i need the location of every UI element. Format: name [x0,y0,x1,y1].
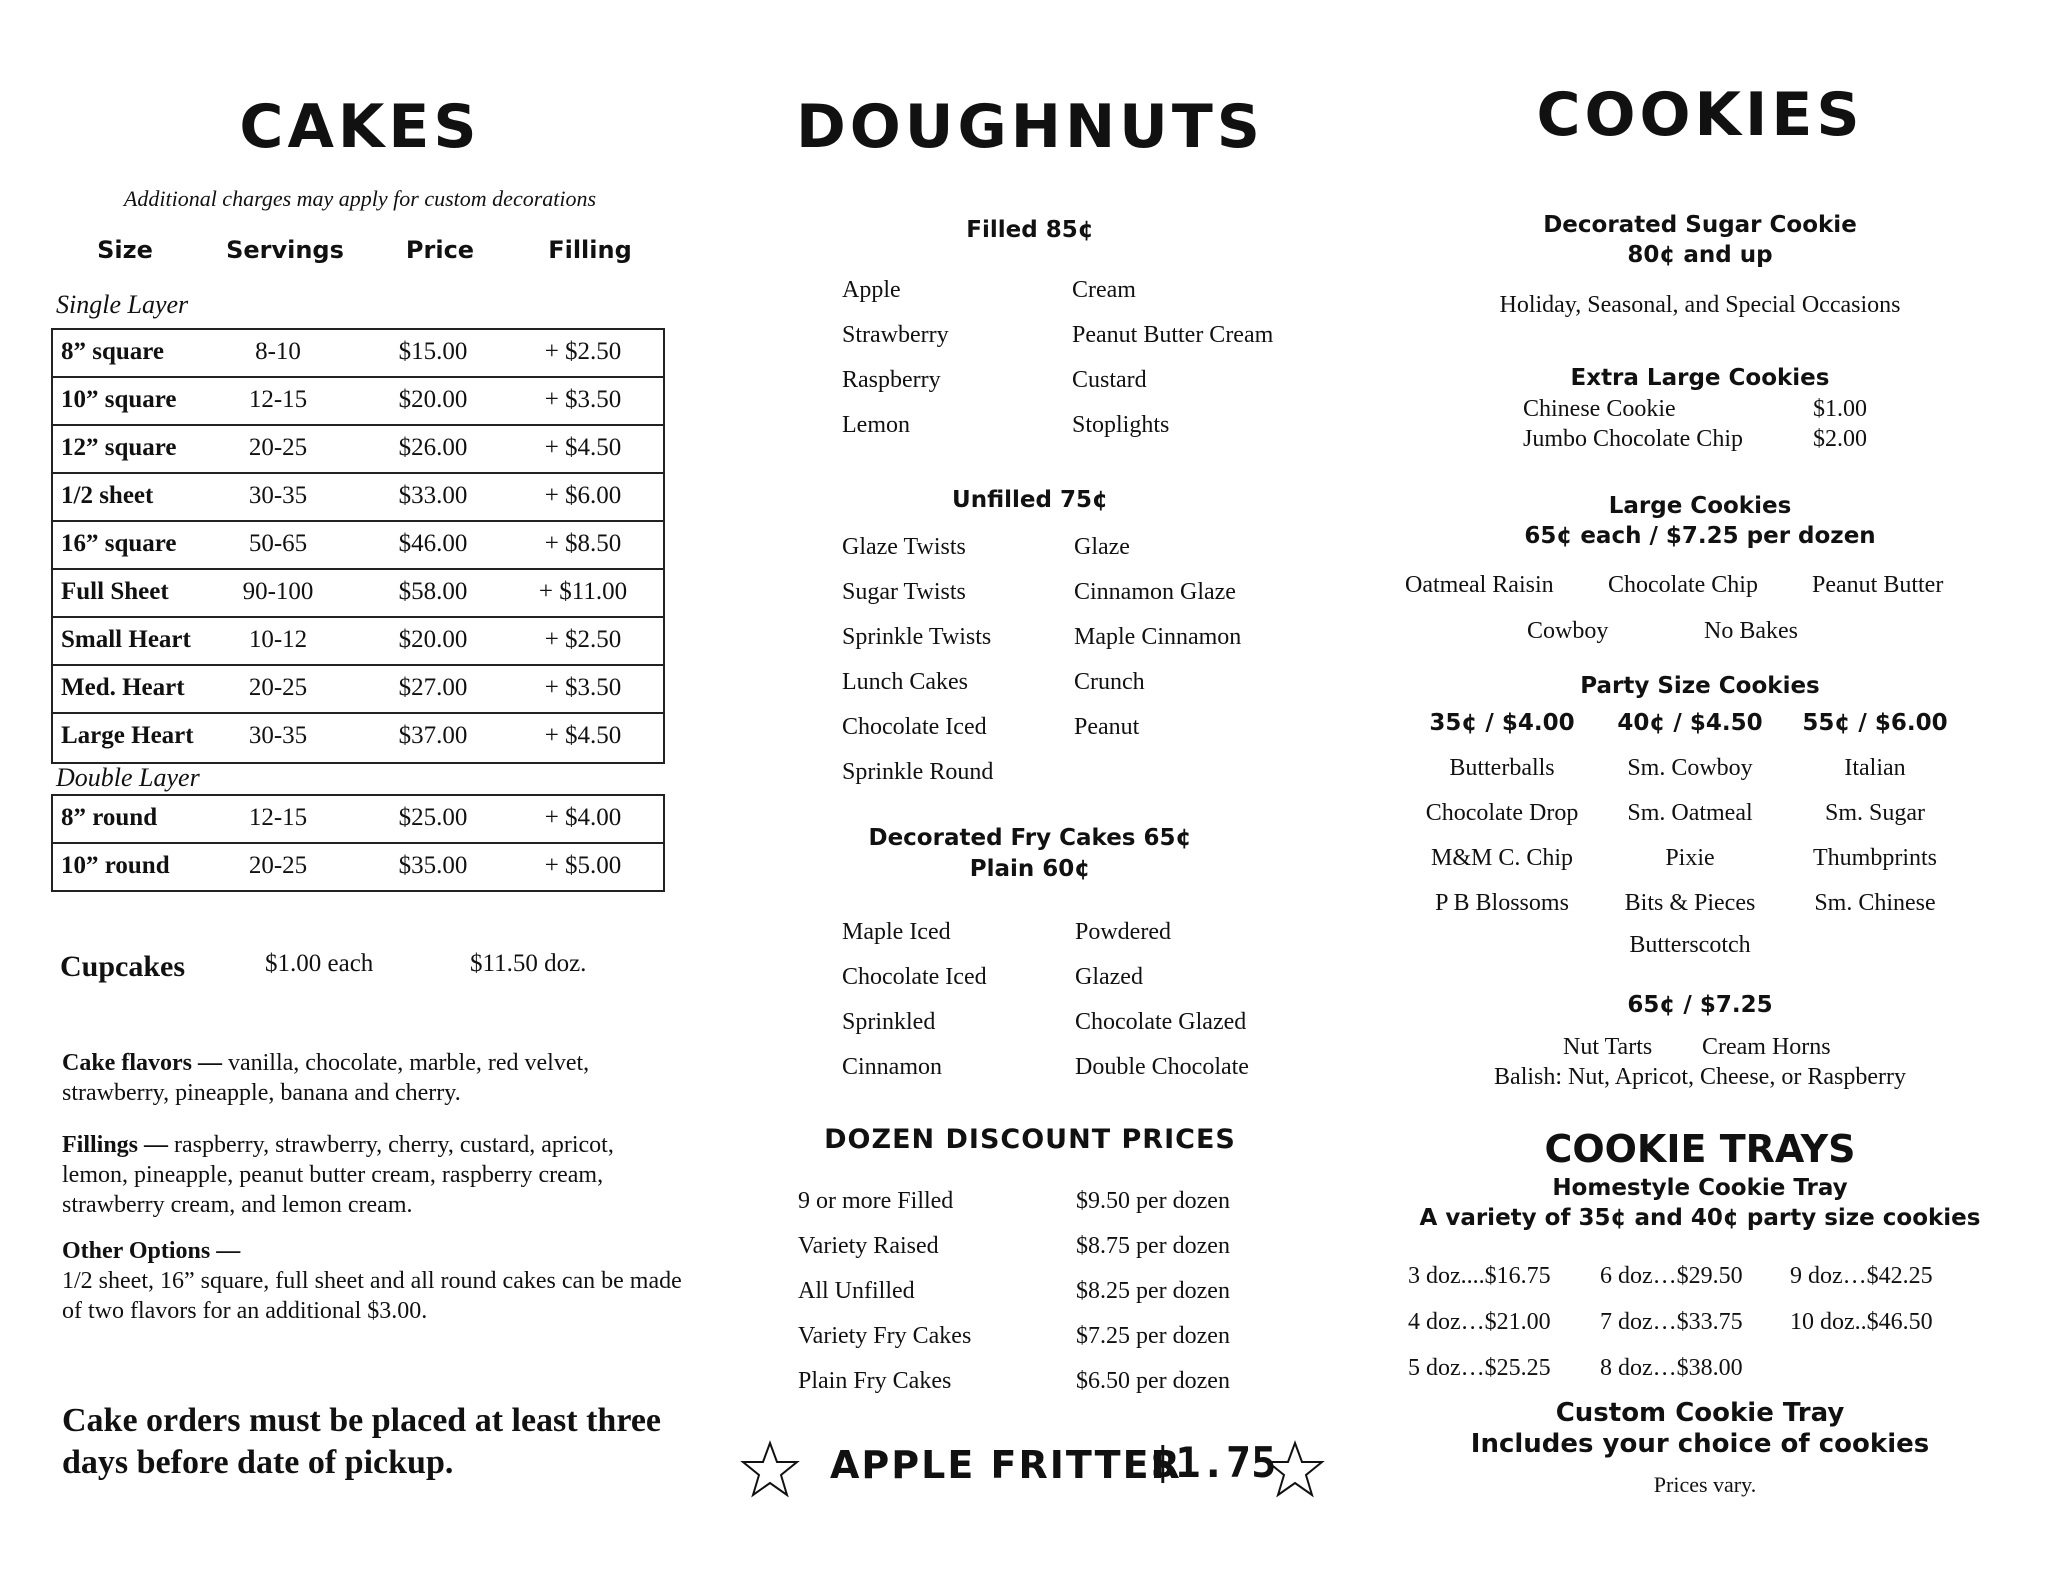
list-item: Chocolate Chip [1608,572,1758,598]
header-servings: Servings [226,236,344,264]
discount-prices [1076,1179,1230,1404]
unfilled-heading: Unfilled 75¢ [952,487,1108,513]
homestyle-tray-name: Homestyle Cookie Tray [1552,1175,1848,1201]
servings-cell: 30-35 [248,722,308,749]
list-item: Peanut Butter [1812,572,1944,598]
cake-order-note: Cake orders must be placed at least three days before date of pickup. [62,1402,662,1481]
homestyle-tray-description: A variety of 35¢ and 40¢ party size cookies [1419,1205,1981,1231]
single-layer-table [51,328,665,764]
fry-cakes-heading [720,823,1340,885]
list-item: Sm. Cowboy [1627,755,1753,781]
servings-cell: 20-25 [248,434,308,461]
cake-flavors [62,1048,682,1108]
list-item: Oatmeal Raisin [1405,572,1554,598]
party-price: 35¢ / $4.00 [1429,710,1575,736]
list-item: Strawberry [842,322,949,348]
list-item: Cream [1072,277,1136,303]
price-cell: $20.00 [398,626,468,653]
list-item: Maple Cinnamon [1074,624,1242,650]
list-item: Glaze Twists [842,534,966,560]
double-layer-table [51,794,665,892]
servings-cell: 8-10 [255,338,301,365]
list-item: Cowboy [1527,618,1609,644]
dozen-discount-heading: DOZEN DISCOUNT PRICES [824,1124,1236,1155]
tray-price-column-1 [1408,1253,1551,1391]
cookies-title: COOKIES [1536,80,1864,150]
plain-fry-cakes-heading: Plain 60¢ [969,856,1091,882]
size-cell: 1/2 sheet [61,482,154,509]
cake-fillings [62,1130,682,1220]
party-size-heading: Party Size Cookies [1580,673,1820,699]
list-item: $6.50 per dozen [1076,1368,1230,1394]
list-item: Sprinkled [842,1009,936,1035]
table-row [53,426,663,474]
tray-price-column-2 [1600,1253,1743,1391]
filled-list-right [1072,268,1273,448]
homestyle-tray-heading [1360,1173,2040,1233]
list-item: 3 doz....$16.75 [1408,1263,1551,1289]
apple-fritter-price: $1.75 [1150,1438,1277,1487]
filling-cell: + $2.50 [544,626,622,653]
list-item: Sprinkle Round [842,759,994,785]
list-item: Butterballs [1449,755,1555,781]
doughnuts-title: DOUGHNUTS [795,92,1265,162]
cake-flavors-label: Cake flavors — [62,1050,222,1076]
list-item: Maple Iced [842,919,951,945]
list-item: Stoplights [1072,412,1170,438]
list-item: Chocolate Iced [842,714,987,740]
filling-cell: + $6.00 [544,482,622,509]
double-layer-label: Double Layer [56,763,200,792]
filled-heading: Filled 85¢ [966,217,1094,243]
table-row [53,474,663,522]
list-item: 5 doz…$25.25 [1408,1355,1551,1381]
list-item: Jumbo Chocolate Chip [1523,426,1743,452]
list-item: Cinnamon Glaze [1074,579,1236,605]
sugar-cookie-price: 80¢ and up [1627,242,1773,268]
list-item: 7 doz…$33.75 [1600,1309,1743,1335]
party-column-40 [1590,701,1790,964]
filling-cell: + $5.00 [544,852,622,879]
price-cell: $25.00 [398,804,468,831]
size-cell: 10” round [61,852,170,879]
header-size: Size [97,236,153,264]
size-cell: 8” round [61,804,158,831]
servings-cell: 10-12 [248,626,308,653]
price-cell: $46.00 [398,530,468,557]
table-row [53,618,663,666]
filling-cell: + $11.00 [538,578,628,605]
price-65-heading: 65¢ / $7.25 [1627,992,1773,1018]
list-item: All Unfilled [798,1278,915,1304]
list-item: Nut Tarts [1563,1034,1653,1060]
list-item: Powdered [1075,919,1171,945]
list-item: $9.50 per dozen [1076,1188,1230,1214]
tray-price-column-3 [1790,1253,1933,1345]
decorated-sugar-cookie-heading [1360,210,2040,270]
decorated-fry-cakes-heading: Decorated Fry Cakes 65¢ [868,825,1192,851]
cookies-section [1360,0,2048,1582]
balish-note: Balish: Nut, Apricot, Cheese, or Raspberry [1494,1064,1906,1090]
filled-list-left [842,268,949,448]
list-item: 9 or more Filled [798,1188,954,1214]
servings-cell: 50-65 [248,530,308,557]
price-cell: $26.00 [398,434,468,461]
list-item: Sugar Twists [842,579,966,605]
size-cell: Large Heart [61,722,194,749]
list-item: M&M C. Chip [1430,845,1574,871]
price-cell: $20.00 [398,386,468,413]
size-cell: 10” square [61,386,177,413]
list-item: Chinese Cookie [1523,396,1676,422]
list-item: Peanut [1074,714,1140,740]
star-icon [1265,1440,1325,1500]
list-item: Plain Fry Cakes [798,1368,952,1394]
list-item: Pixie [1665,845,1715,871]
servings-cell: 12-15 [248,804,308,831]
price-cell: $33.00 [398,482,468,509]
list-item: Apple [842,277,901,303]
size-cell: 12” square [61,434,177,461]
table-row [53,378,663,426]
list-item: Glazed [1075,964,1143,990]
custom-tray-heading [1360,1398,2040,1460]
price-cell: $35.00 [398,852,468,879]
servings-cell: 20-25 [248,852,308,879]
cupcakes-dozen-price: $11.50 doz. [470,950,587,977]
star-icon [740,1440,800,1500]
apple-fritter-label: APPLE FRITTER [830,1443,1182,1487]
sugar-cookie-note: Holiday, Seasonal, and Special Occasions [1499,292,1901,318]
price-cell: $27.00 [398,674,468,701]
table-row [53,844,663,890]
extra-large-items [1523,394,1743,454]
list-item: Thumbprints [1813,845,1937,871]
list-item: Raspberry [842,367,941,393]
filling-cell: + $4.00 [544,804,622,831]
list-item: 9 doz…$42.25 [1790,1263,1933,1289]
custom-decorations-note: Additional charges may apply for custom decorations [123,186,597,211]
header-price: Price [405,236,475,264]
large-cookies-name: Large Cookies [1608,493,1792,519]
fry-list-right [1075,910,1249,1090]
list-item: 10 doz..$46.50 [1790,1309,1933,1335]
extra-large-prices [1813,394,1867,454]
list-item: 4 doz…$21.00 [1408,1309,1551,1335]
large-cookies-heading [1360,491,2040,551]
list-item: Italian [1844,755,1906,781]
list-item: $2.00 [1813,426,1867,452]
servings-cell: 20-25 [248,674,308,701]
list-item: 6 doz…$29.50 [1600,1263,1743,1289]
filling-cell: + $2.50 [544,338,622,365]
cake-fillings-label: Fillings — [62,1132,169,1158]
list-item: Custard [1072,367,1147,393]
filling-cell: + $8.50 [544,530,622,557]
cakes-section [0,0,720,1582]
filling-cell: + $4.50 [544,434,622,461]
doughnuts-section [720,0,1340,1582]
cake-flavors-text: vanilla, chocolate, marble, red velvet, strawberry, pineapple, banana and cherry. [62,1050,590,1106]
cupcakes-each-price: $1.00 each [265,950,374,977]
cake-fillings-text: raspberry, strawberry, cherry, custard, apricot, lemon, pineapple, peanut butter cream, raspberry cream, strawberry cream, and lemon cream. [62,1132,614,1218]
list-item: Sprinkle Twists [842,624,992,650]
list-item: Cinnamon [842,1054,942,1080]
header-filling: Filling [548,236,632,264]
servings-cell: 12-15 [248,386,308,413]
list-item: Crunch [1074,669,1145,695]
size-cell: 8” square [61,338,165,365]
extra-large-heading: Extra Large Cookies [1570,365,1830,391]
list-item: Variety Raised [798,1233,939,1259]
sugar-cookie-name: Decorated Sugar Cookie [1543,212,1857,238]
price-cell: $37.00 [398,722,468,749]
list-item: Butterscotch [1629,932,1751,958]
table-row [53,666,663,714]
table-row [53,796,663,844]
party-column-35 [1402,701,1602,926]
list-item: Chocolate Glazed [1075,1009,1247,1035]
party-price: 40¢ / $4.50 [1617,710,1763,736]
party-price: 55¢ / $6.00 [1802,710,1948,736]
list-item: Cream Horns [1702,1034,1831,1060]
servings-cell: 30-35 [248,482,308,509]
other-options-label: Other Options — [62,1238,241,1264]
list-item: Chocolate Iced [842,964,987,990]
list-item: Sm. Chinese [1814,890,1936,916]
list-item: Double Chocolate [1075,1054,1249,1080]
servings-cell: 90-100 [242,578,314,605]
custom-tray-description: Includes your choice of cookies [1470,1429,1930,1459]
size-cell: Med. Heart [61,674,185,701]
prices-vary-note: Prices vary. [1653,1472,1757,1497]
single-layer-label: Single Layer [56,290,189,319]
large-cookies-price: 65¢ each / $7.25 per dozen [1524,523,1876,549]
unfilled-list-right [1074,525,1241,750]
cookie-trays-title: COOKIE TRAYS [1544,1127,1856,1171]
price-cell: $15.00 [398,338,468,365]
list-item: $8.25 per dozen [1076,1278,1230,1304]
list-item: P B Blossoms [1435,890,1569,916]
list-item: Chocolate Drop [1425,800,1579,826]
unfilled-list-left [842,525,993,795]
party-column-55 [1775,701,1975,926]
list-item: Lemon [842,412,910,438]
discount-items [798,1179,971,1404]
custom-tray-name: Custom Cookie Tray [1555,1398,1845,1428]
list-item: Sm. Sugar [1824,800,1925,826]
list-item: $7.25 per dozen [1076,1323,1230,1349]
list-item: Sm. Oatmeal [1627,800,1753,826]
size-cell: Small Heart [61,626,191,653]
other-options-text: 1/2 sheet, 16” square, full sheet and all round cakes can be made of two flavors for an additional $3.00. [62,1268,682,1324]
size-cell: Full Sheet [61,578,169,605]
list-item: No Bakes [1704,618,1798,644]
list-item: Peanut Butter Cream [1072,322,1274,348]
filling-cell: + $3.50 [544,674,622,701]
table-row [53,714,663,762]
cupcakes-label: Cupcakes [60,950,186,983]
table-row [53,570,663,618]
list-item: Bits & Pieces [1624,890,1756,916]
table-row [53,522,663,570]
fry-list-left [842,910,987,1090]
list-item: Lunch Cakes [842,669,968,695]
list-item: Variety Fry Cakes [798,1323,972,1349]
list-item: $8.75 per dozen [1076,1233,1230,1259]
price-cell: $58.00 [398,578,468,605]
list-item: $1.00 [1813,396,1867,422]
list-item: 8 doz…$38.00 [1600,1355,1743,1381]
size-cell: 16” square [61,530,177,557]
filling-cell: + $4.50 [544,722,622,749]
filling-cell: + $3.50 [544,386,622,413]
list-item: Glaze [1074,534,1130,560]
cakes-title: CAKES [239,92,481,162]
other-options [62,1236,682,1326]
table-row [53,330,663,378]
